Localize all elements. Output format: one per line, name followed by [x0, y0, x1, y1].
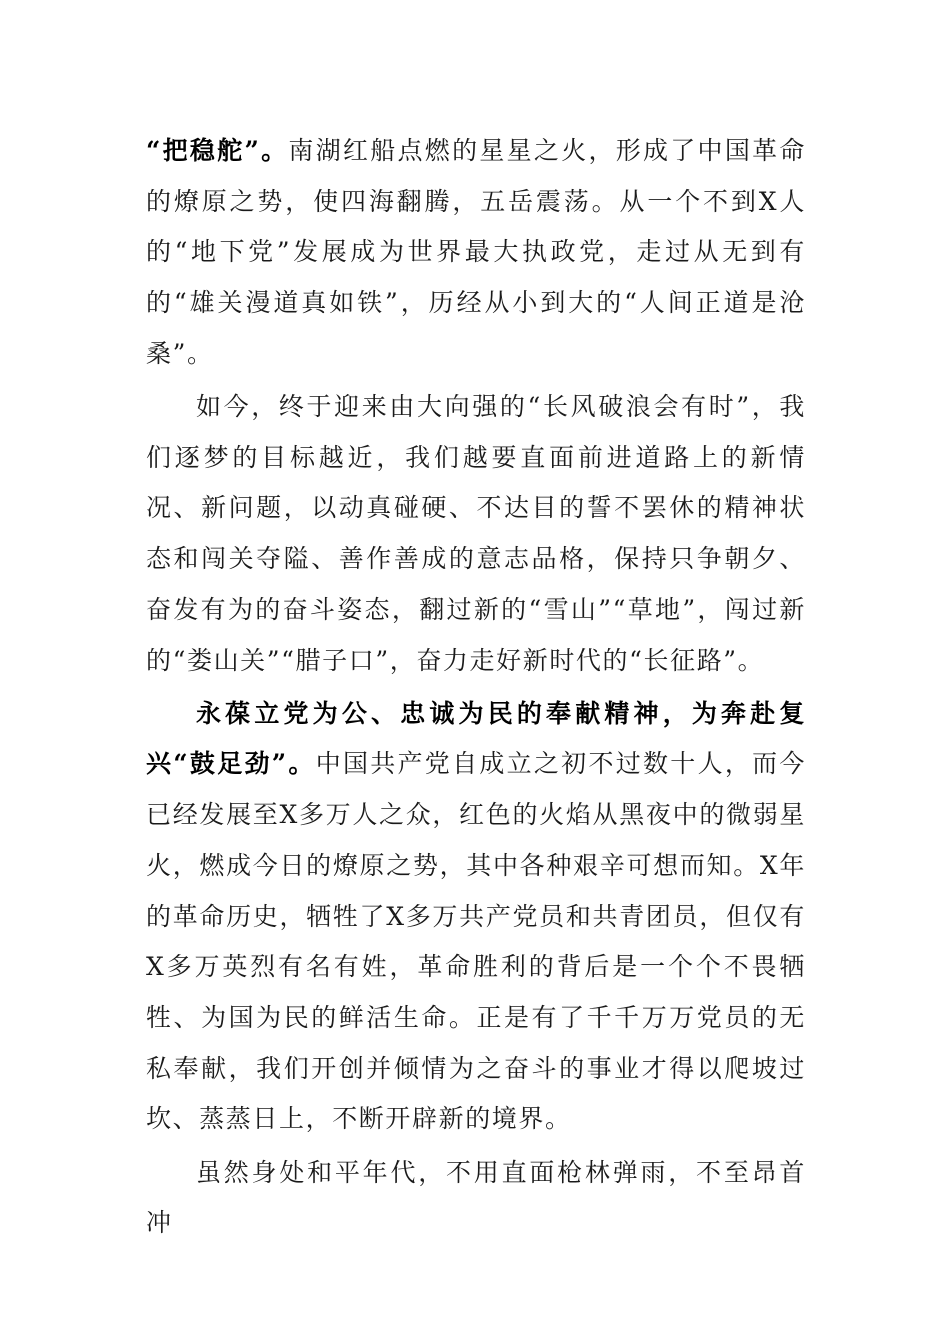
paragraph-3 — [146, 689, 806, 1145]
paragraph-2 — [146, 382, 806, 686]
document-body — [146, 126, 806, 1249]
paragraph-3-bold-heading: 永葆立党为公、忠诚为民的奉献精神，为奔赴复兴“鼓足劲”。 — [146, 698, 806, 779]
paragraph-1 — [146, 126, 806, 380]
paragraph-1-bold-lead: “把稳舵”。 — [146, 136, 289, 165]
paragraph-4 — [146, 1148, 806, 1249]
paragraph-1-text: 南湖红船点燃的星星之火，形成了中国革命的燎原之势，使四海翻腾，五岳震荡。从一个不到X人的“地下党”发展成为世界最大执政党，走过从无到有的“雄关漫道真如铁”，历经从小到大的“人间正道是沧桑”。 — [146, 136, 806, 368]
paragraph-3-text: 中国共产党自成立之初不过数十人，而今已经发展至X多万人之众，红色的火焰从黑夜中的微弱星火，燃成今日的燎原之势，其中各种艰辛可想而知。X年的革命历史，牺牲了X多万共产党员和共青团员，但仅有X多万英烈有名有姓，革命胜利的背后是一个个不畏牺牲、为国为民的鲜活生命。正是有了千千万万党员的无私奉献，我们开创并倾情为之奋斗的事业才得以爬坡过坎、蒸蒸日上，不断开辟新的境界。 — [146, 749, 806, 1134]
paragraph-4-text: 虽然身处和平年代，不用直面枪林弹雨，不至昂首冲 — [146, 1157, 806, 1238]
paragraph-2-text: 如今，终于迎来由大向强的“长风破浪会有时”，我们逐梦的目标越近，我们越要直面前进道路上的新情况、新问题，以动真碰硬、不达目的誓不罢休的精神状态和闯关夺隘、善作善成的意志品格，保持只争朝夕、奋发有为的奋斗姿态，翻过新的“雪山”“草地”，闯过新的“娄山关”“腊子口”，奋力走好新时代的“长征路”。 — [146, 392, 806, 675]
